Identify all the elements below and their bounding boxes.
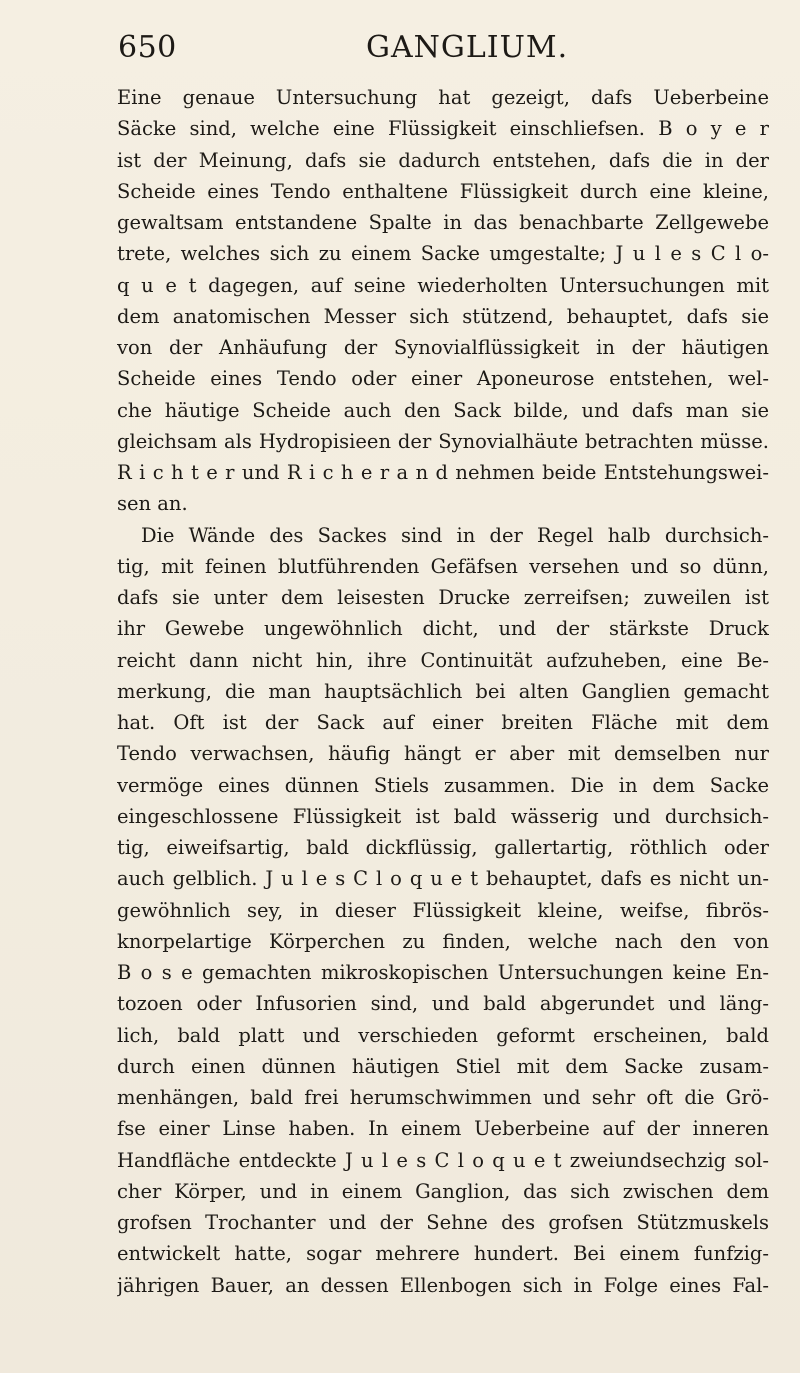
body-text — [117, 82, 769, 1301]
text-line: lich, bald platt und verschieden geformt erscheinen, bald — [117, 1023, 769, 1047]
text-line: tozoen oder Infusorien sind, und bald abgerundet und läng- — [117, 992, 769, 1016]
text-line: Tendo verwachsen, häufig hängt er aber mit demselben nur — [117, 742, 769, 766]
text-line: gewaltsam entstandene Spalte in das benachbarte Zellgewebe — [117, 211, 769, 234]
text-line: Scheide eines Tendo enthaltene Flüssigkeit durch eine kleine, — [117, 179, 769, 203]
text-line: Die Wände des Sackes sind in der Regel halb durchsich- — [141, 523, 769, 547]
text-line: dafs sie unter dem leisesten Drucke zerreifsen; zuweilen ist — [117, 586, 769, 609]
text-line: Säcke sind, welche eine Flüssigkeit einschliefsen. B o y e r — [117, 117, 769, 141]
page-number: 650 — [118, 30, 177, 65]
text-line: tig, mit feinen blutführenden Gefäfsen versehen und so dünn, — [117, 554, 769, 578]
text-line: Handfläche entdeckte J u l e s C l o q u e t zweiundsechzig sol- — [117, 1148, 769, 1172]
text-line: menhängen, bald frei herumschwimmen und sehr oft die Grö- — [117, 1086, 769, 1109]
text-line: gewöhnlich sey, in dieser Flüssigkeit kleine, weifse, fibrös- — [117, 898, 769, 922]
text-line: B o s e gemachten mikroskopischen Untersuchungen keine En- — [117, 961, 769, 984]
text-line: gleichsam als Hydropisieen der Synovialhäute betrachten müsse. — [117, 429, 769, 453]
text-line: vermöge eines dünnen Stiels zusammen. Die in dem Sacke — [117, 773, 769, 797]
page-header — [118, 30, 758, 72]
text-line: auch gelblich. J u l e s C l o q u e t behauptet, dafs es nicht un- — [117, 867, 769, 891]
text-line: hat. Oft ist der Sack auf einer breiten Fläche mit dem — [117, 711, 769, 734]
text-line: sen an. — [117, 492, 188, 516]
text-line: jährigen Bauer, an dessen Ellenbogen sich in Folge eines Fal- — [117, 1273, 769, 1297]
text-line: Scheide eines Tendo oder einer Aponeurose entstehen, wel- — [117, 367, 769, 391]
text-line: trete, welches sich zu einem Sacke umgestalte; J u l e s C l o- — [117, 242, 769, 266]
text-line: grofsen Trochanter und der Sehne des grofsen Stützmuskels — [117, 1211, 769, 1234]
text-line: eingeschlossene Flüssigkeit ist bald wässerig und durchsich- — [117, 804, 769, 828]
text-line: q u e t dagegen, auf seine wiederholten Untersuchungen mit — [117, 273, 769, 297]
text-line: merkung, die man hauptsächlich bei alten Ganglien gemacht — [117, 679, 769, 703]
text-line: R i c h t e r und R i c h e r a n d nehmen beide Entstehungswei- — [117, 461, 769, 484]
text-line: tig, eiweifsartig, bald dickflüssig, gallertartig, röthlich oder — [117, 836, 769, 859]
text-line: che häutige Scheide auch den Sack bilde, und dafs man sie — [117, 398, 769, 422]
text-line: ihr Gewebe ungewöhnlich dicht, und der stärkste Druck — [117, 617, 769, 641]
text-line: ist der Meinung, dafs sie dadurch entstehen, dafs die in der — [117, 148, 769, 172]
text-line: Eine genaue Untersuchung hat gezeigt, dafs Ueberbeine — [117, 86, 769, 109]
paragraph — [117, 520, 769, 1301]
text-line: durch einen dünnen häutigen Stiel mit dem Sacke zusam- — [117, 1054, 769, 1078]
text-line: cher Körper, und in einem Ganglion, das sich zwischen dem — [117, 1179, 769, 1203]
text-line: reicht dann nicht hin, ihre Continuität aufzuheben, eine Be- — [117, 648, 769, 672]
paragraph — [117, 82, 769, 520]
running-title: GANGLIUM. — [366, 30, 569, 65]
text-line: fse einer Linse haben. In einem Ueberbeine auf der inneren — [117, 1117, 769, 1141]
text-line: dem anatomischen Messer sich stützend, behauptet, dafs sie — [117, 304, 769, 328]
text-line: knorpelartige Körperchen zu finden, welche nach den von — [117, 929, 769, 953]
text-line: von der Anhäufung der Synovialflüssigkeit in der häutigen — [117, 336, 769, 359]
text-line: entwickelt hatte, sogar mehrere hundert. Bei einem funfzig- — [117, 1242, 769, 1266]
